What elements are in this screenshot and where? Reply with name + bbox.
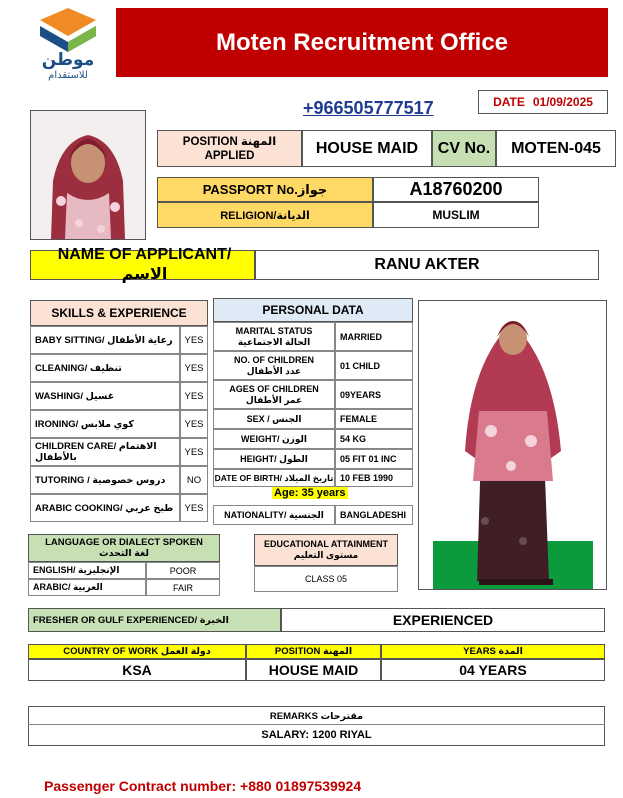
applicant-portrait	[30, 110, 146, 240]
language-label: ARABIC/ العربية	[28, 579, 146, 596]
skill-label: ARABIC COOKING/ طبخ عربي	[30, 494, 180, 522]
religion-value: MUSLIM	[373, 202, 539, 228]
weight-value: 54 KG	[335, 429, 413, 449]
dob-value: 10 FEB 1990	[335, 469, 413, 487]
cv-value: MOTEN-045	[496, 130, 616, 167]
nationality-value: BANGLADESHI	[335, 505, 413, 525]
work-years-value: 04 YEARS	[381, 659, 605, 681]
children-label	[213, 351, 335, 380]
skill-value: YES	[180, 438, 208, 466]
sex-value: FEMALE	[335, 409, 413, 429]
skill-label: WASHING/ غسيل	[30, 382, 180, 410]
education-value: CLASS 05	[254, 566, 398, 592]
passport-label: PASSPORT No.جواز	[157, 177, 373, 202]
work-country-header: COUNTRY OF WORK دولة العمل	[28, 644, 246, 659]
work-position-value: HOUSE MAID	[246, 659, 381, 681]
applicant-name-value: RANU AKTER	[255, 250, 599, 280]
ages-label-en: AGES OF CHILDREN	[229, 383, 319, 394]
education-title-en: EDUCATIONAL ATTAINMENT	[264, 539, 388, 549]
contract-number: Passenger Contract number: +880 01897539924	[44, 778, 362, 794]
date-label: DATE	[493, 95, 525, 109]
skill-value: YES	[180, 494, 208, 522]
work-years-header: YEARS المدة	[381, 644, 605, 659]
religion-label: RELIGION/الديانة	[157, 202, 373, 228]
experience-label: FRESHER OR GULF EXPERIENCED/ الخبرة	[28, 608, 281, 632]
marital-label-ar: الحالة الاجتماعية	[237, 336, 311, 347]
passport-value: A18760200	[373, 177, 539, 202]
education-header	[254, 534, 398, 566]
language-title-en: LANGUAGE OR DIALECT SPOKEN	[45, 537, 203, 548]
marital-label	[213, 322, 335, 351]
date-value: 01/09/2025	[532, 95, 593, 109]
remarks-divider	[28, 724, 605, 725]
language-header	[28, 534, 220, 562]
position-value: HOUSE MAID	[302, 130, 432, 167]
skill-label: BABY SITTING/ رعاية الأطفال	[30, 326, 180, 354]
sex-label: SEX / الجنس	[213, 409, 335, 429]
phone-number: +966505777517	[303, 98, 434, 118]
skill-label: CHILDREN CARE/ الاهتمام بالأطفال	[30, 438, 180, 466]
language-value: FAIR	[146, 579, 220, 596]
skill-label: IRONING/ كوي ملابس	[30, 410, 180, 438]
height-value: 05 FIT 01 INC	[335, 449, 413, 469]
skill-value: YES	[180, 326, 208, 354]
ages-label-ar: عمر الأطفال	[245, 394, 303, 405]
skill-label: TUTORING / دروس خصوصية	[30, 466, 180, 494]
remarks-header: REMARKS مقترحات	[269, 710, 364, 722]
skill-label: CLEANING/ تنظيف	[30, 354, 180, 382]
date-box	[478, 90, 608, 114]
position-label-en2: APPLIED	[204, 149, 255, 162]
age-badge: Age: 35 years	[274, 487, 346, 499]
marital-label-en: MARITAL STATUS	[235, 325, 313, 336]
logo-text: موطن	[41, 50, 95, 69]
portrait-figure-icon	[31, 111, 145, 239]
skill-value: YES	[180, 354, 208, 382]
full-body-figure-icon	[419, 301, 606, 589]
children-label-ar: عدد الأطفال	[246, 365, 302, 376]
applicant-full-photo	[418, 300, 607, 590]
position-label-ar: المهنة	[240, 135, 277, 148]
applicant-name-label: NAME OF APPLICANT/ الاسم	[30, 250, 255, 280]
skill-value: YES	[180, 410, 208, 438]
education-title-ar: مستوى التعليم	[293, 550, 359, 560]
dob-label: DATE OF BIRTH/ تاريخ الميلاد	[213, 469, 335, 487]
marital-value: MARRIED	[335, 322, 413, 351]
work-country-value: KSA	[28, 659, 246, 681]
language-value: POOR	[146, 562, 220, 579]
personal-data-header: PERSONAL DATA	[213, 298, 413, 322]
ages-value: 09YEARS	[335, 380, 413, 409]
weight-label: WEIGHT/ الوزن	[213, 429, 335, 449]
experience-value: EXPERIENCED	[281, 608, 605, 632]
skills-header: SKILLS & EXPERIENCE	[30, 300, 208, 326]
language-title-ar: لغة التحدث	[99, 548, 149, 559]
position-label-en: POSITION	[182, 135, 238, 148]
company-logo	[30, 6, 106, 86]
position-label	[157, 130, 302, 167]
height-label: HEIGHT/ الطول	[213, 449, 335, 469]
skill-value: NO	[180, 466, 208, 494]
language-label: ENGLISH/ الإنجليزية	[28, 562, 146, 579]
cv-label: CV No.	[432, 130, 496, 167]
nationality-label: NATIONALITY/ الجنسية	[213, 505, 335, 525]
remarks-value: SALARY: 1200 RIYAL	[261, 729, 372, 741]
skill-value: YES	[180, 382, 208, 410]
logo-subtext: للاستقدام	[48, 70, 88, 81]
work-position-header: POSITION المهنة	[246, 644, 381, 659]
ages-label	[213, 380, 335, 409]
children-value: 01 CHILD	[335, 351, 413, 380]
page-title: Moten Recruitment Office	[116, 8, 608, 77]
children-label-en: NO. OF CHILDREN	[234, 354, 314, 365]
